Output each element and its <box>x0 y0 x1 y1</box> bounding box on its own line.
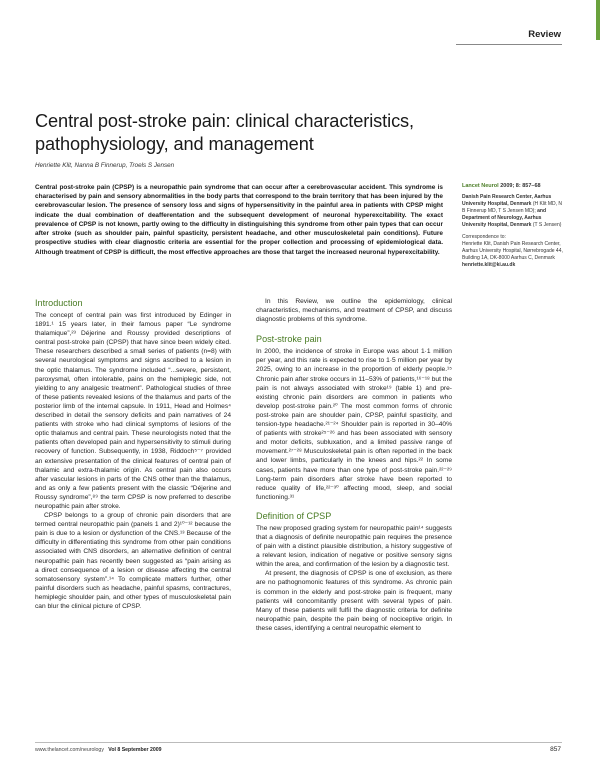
article-title: Central post-stroke pain: clinical characteristics, pathophysiology, and management <box>35 111 415 154</box>
footer-issue: Vol 8 September 2009 <box>108 747 162 753</box>
header-rule <box>456 44 562 45</box>
footer-url[interactable]: www.thelancet.com/neurology <box>35 747 104 753</box>
correspondence-label: Correspondence to: <box>462 234 506 241</box>
correspondence <box>462 234 566 269</box>
citation-details: 2009; 8: 857–68 <box>498 183 541 189</box>
definition-paragraph-2: At present, the diagnosis of CPSP is one of exclusion, as there are no pathognomonic features of this syndrome. As chronic pain is common in the elderly and post-stroke pain is frequent, many patients will concomitantly present with several types of pain. Many of these patients will fulfil the diagnostic criteria for definite neuropathic pain, despite the pain being of nociceptive origin. In these cases, identifying a central neuropathic element to <box>256 570 452 632</box>
correspondence-address: Henriette Klit, Danish Pain Research Center, Aarhus University Hospital, Nørrebrogade 44, Building 1A, DK-8000 Aarhus C, Denmark <box>462 241 563 262</box>
affiliation-2-authors: (T S Jensen) <box>531 221 562 228</box>
footer-rule <box>35 742 562 743</box>
correspondence-email[interactable]: henriette.klit@ki.au.dk <box>462 262 516 269</box>
citation-journal: Lancet Neurol <box>462 183 499 189</box>
affiliations <box>462 194 566 229</box>
definition-paragraph-1: The new proposed grading system for neuropathic pain¹⁴ suggests that a diagnosis of definite neuropathic pain requires the presence of pain with a distinct plausible distribution, a history suggestive of a relevant lesion, indication of negative or positive sensory signs within the area, and confirmation of the lesion by a diagnostic test. <box>256 524 452 569</box>
right-column <box>256 297 452 633</box>
intro-paragraph-1: The concept of central pain was first introduced by Edinger in 1891.¹ 15 years later, in their famous paper “Le syndrome thalamique”,²³ Déjerine and Roussy provided descriptions of central post-stroke pain (CPSP) that have since been widely cited. These researchers described a small series of patients (n=8) with several neurological symptoms and signs ascribed to a lesion in the optic thalamus. The syndrome included “...severe, persistent, paroxysmal, often intolerable, pains on the hemiplegic side, not yielding to any analgesic treatment”. Pathological studies of three of these patients revealed lesions of the thalamus and parts of the posterior limb of the internal capsule. In 1911, Head and Holmes⁴ described in detail the sensory deficits and pain narratives of 24 patients with stroke who had clinical symptoms of lesions of the optic thalamus and central pain. These neurologists noted that the patients often developed pain and hypersensitivity to stimuli during recovery of function. Subsequently, in 1938, Riddoch⁵⁻⁷ provided an extensive presentation of the clinical features of central pain of thalamic and extra-thalamic origin. As central pain also occurs after vascular lesions in parts of the CNS other than the thalamus, and as only a few patients present with the classic “Déjerine and Roussy syndrome”,⁸⁹ the term CPSP is now preferred to describe neuropathic pain after stroke. <box>35 312 231 510</box>
section-label: Review <box>528 29 561 40</box>
affiliation-1-authors: (H Klit MD, N B Finnerup MD, T S Jensen MD); <box>462 200 563 214</box>
affiliation-1: Danish Pain Research Center, Aarhus University Hospital, Denmark <box>462 193 552 207</box>
article-authors: Henriette Klit, Nanna B Finnerup, Troels S Jensen <box>35 162 175 169</box>
heading-definition: Definition of CPSP <box>256 510 332 521</box>
left-column <box>35 297 231 611</box>
footer-source <box>35 747 162 753</box>
sidenote <box>462 183 566 275</box>
heading-introduction: Introduction <box>35 298 83 308</box>
heading-post-stroke-pain: Post-stroke pain <box>256 334 322 345</box>
citation <box>462 183 566 190</box>
intro-paragraph-2: CPSP belongs to a group of chronic pain disorders that are termed central neuropathic pain (panels 1 and 2)¹⁰⁻¹² because the pain is due to a lesion or dysfunction of the CNS.¹³ Because of the difficulty in differentiating this syndrome from other pain conditions associated with CNS disorders, an alternative definition of central neuropathic pain has recently been suggested as “pain arising as a direct consequence of a lesion or disease affecting the central somatosensory system”.¹⁴ To complicate matters further, other painful disorders such as headache, painful spasms, contractures, hemiplegic shoulder pain, and other types of musculoskeletal pain can blur the clinical picture of CPSP. <box>35 512 231 610</box>
section-color-tab <box>596 0 600 40</box>
post-stroke-paragraph: In 2000, the incidence of stroke in Europe was about 1·1 million per year, and this rate is expected to rise to 1·5 million per year by 2025, owing to an increase in the proportion of elderly people.¹⁵ Chronic pain after stroke occurs in 11–53% of patients,¹⁶⁻¹⁸ but the pain is not always associated with stroke¹⁹ (table 1) and pre-existing chronic pain disorders are common in patients who develop post-stroke pain.²⁰ The most common forms of chronic post-stroke pain are shoulder pain, CPSP, painful spasticity, and tension-type headache.²¹⁻²⁴ Shoulder pain is reported in 30–40% of patients with stroke²⁵⁻²⁶ and has been associated with sensory and motor deficits, subluxation, and a limited passive range of movement.²⁷⁻²⁸ Musculoskeletal pain is often reported in the back and lower limbs, particularly in the knees and hips.²² In some cases, patients have more than one type of post-stroke pain.²²⁻²⁹ Long-term pain disorders after stroke have been reported to reduce quality of life,²²⁻³⁰ affecting mood, sleep, and social functioning.³¹ <box>256 348 452 501</box>
affiliation-and: and <box>537 207 547 214</box>
page-number: 857 <box>550 746 561 753</box>
affiliation-2: Department of Neurology, Aarhus University Hospital, Denmark <box>462 214 542 228</box>
review-outline-paragraph: In this Review, we outline the epidemiology, clinical characteristics, mechanisms, and treatment of CPSP, and discuss diagnostic problems of this syndrome. <box>256 298 452 324</box>
article-abstract: Central post-stroke pain (CPSP) is a neuropathic pain syndrome that can occur after a cerebrovascular accident. This syndrome is characterised by pain and sensory abnormalities in the body parts that correspond to the brain territory that has been injured by the cerebrovascular lesion. The presence of sensory loss and signs of hypersensitivity in the painful area in patients with CPSP might indicate the dual combination of deafferentation and the subsequent development of neuronal hyperexcitability. The exact prevalence of CPSP is not known, partly owing to the difficulty in distinguishing this syndrome from other pain types that can occur after stroke (such as shoulder pain, painful spasticity, persistent headache, and other musculoskeletal pain conditions). Future prospective studies with clear diagnostic criteria are essential for the proper collection and processing of epidemiological data. Although treatment of CPSP is difficult, the most effective approaches are those that target the increased neuronal hyperexcitability. <box>35 184 443 256</box>
